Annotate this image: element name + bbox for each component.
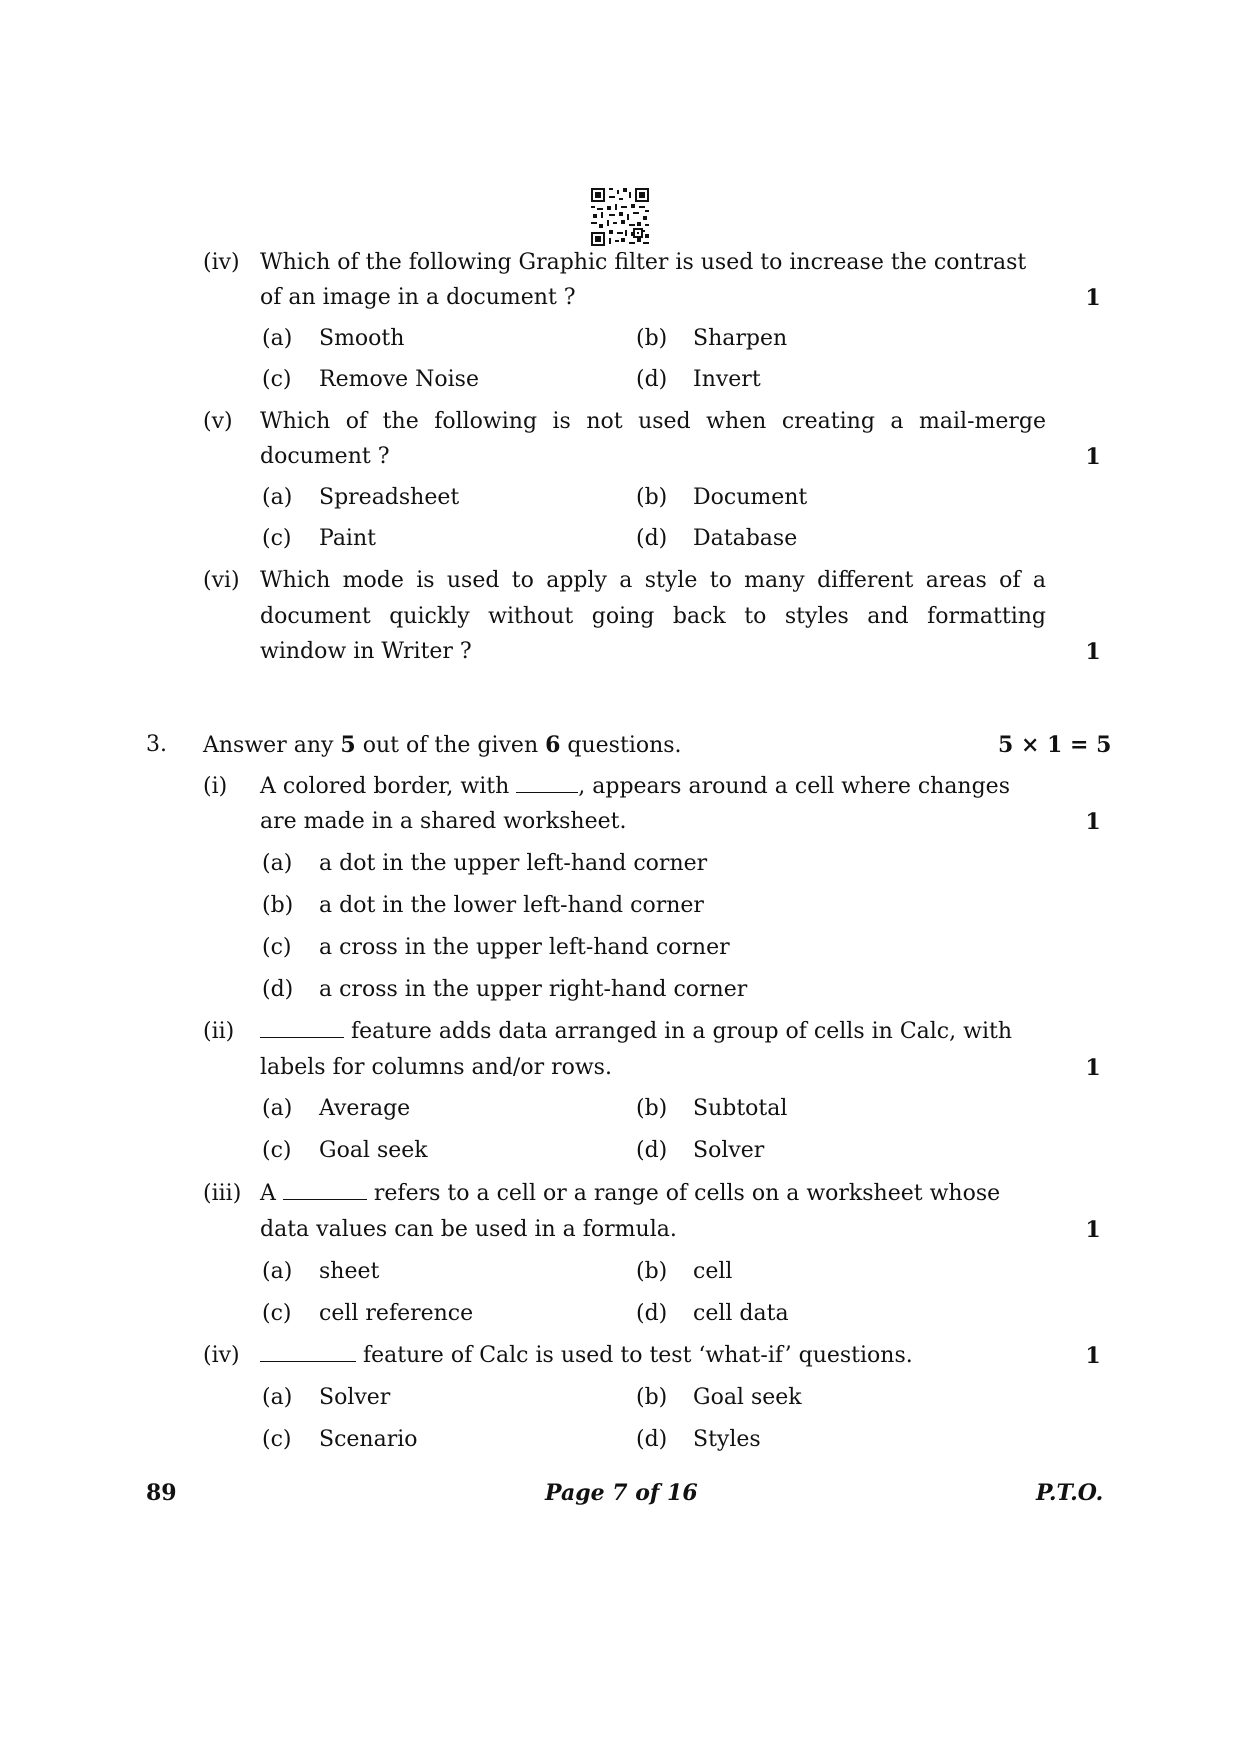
option-text: Solver <box>319 1385 391 1410</box>
option-text: Spreadsheet <box>319 485 460 510</box>
option-text: Sharpen <box>693 326 788 351</box>
qr-code-icon <box>591 188 649 246</box>
question-text: of an image in a document ? <box>260 285 576 310</box>
page-number: Page 7 of 16 <box>545 1480 698 1506</box>
option-label: (c) <box>262 935 292 960</box>
question-text: document ? <box>260 444 390 469</box>
question-text: are made in a shared worksheet. <box>260 809 627 834</box>
option-label: (b) <box>636 326 668 351</box>
option-label: (d) <box>636 1138 668 1163</box>
option-text: Document <box>693 485 808 510</box>
option-text: Subtotal <box>693 1096 788 1121</box>
option-text: Smooth <box>319 326 405 351</box>
option-text: cell reference <box>319 1301 474 1326</box>
option-text: Styles <box>693 1427 761 1452</box>
pto-label: P.T.O. <box>1036 1480 1104 1506</box>
option-text: Scenario <box>319 1427 418 1452</box>
option-text: a dot in the upper left-hand corner <box>319 851 708 876</box>
option-text: Paint <box>319 526 376 551</box>
question-number: 3. <box>146 732 167 757</box>
option-label: (a) <box>262 485 293 510</box>
option-label: (b) <box>262 893 294 918</box>
fill-blank <box>260 1019 344 1038</box>
marks: 1 <box>1085 444 1101 470</box>
question-number: (vi) <box>203 568 240 593</box>
question-text: Which mode is used to apply a style to many different areas of a <box>260 568 1046 593</box>
option-label: (d) <box>262 977 294 1002</box>
option-label: (c) <box>262 1427 292 1452</box>
option-label: (d) <box>636 1301 668 1326</box>
option-label: (a) <box>262 326 293 351</box>
option-text: a cross in the upper right-hand corner <box>319 977 748 1002</box>
marks: 1 <box>1085 639 1101 665</box>
option-text: Remove Noise <box>319 367 479 392</box>
section-marks: 5 × 1 = 5 <box>998 732 1112 758</box>
option-label: (b) <box>636 1259 668 1284</box>
option-text: Average <box>319 1096 411 1121</box>
option-label: (a) <box>262 1259 293 1284</box>
option-text: Invert <box>693 367 761 392</box>
option-text: Goal seek <box>693 1385 802 1410</box>
question-text: labels for columns and/or rows. <box>260 1055 612 1080</box>
option-label: (d) <box>636 1427 668 1452</box>
fill-blank <box>283 1181 367 1200</box>
fill-blank <box>516 774 578 793</box>
marks: 1 <box>1085 809 1101 835</box>
question-text: window in Writer ? <box>260 639 472 664</box>
option-text: cell data <box>693 1301 789 1326</box>
fill-blank <box>260 1343 356 1362</box>
question-text: Which of the following Graphic filter is used to increase the contrast <box>260 250 1027 275</box>
option-text: a dot in the lower left-hand corner <box>319 893 704 918</box>
option-text: Goal seek <box>319 1138 428 1163</box>
option-label: (c) <box>262 1301 292 1326</box>
question-number: (iv) <box>203 1343 240 1368</box>
option-label: (a) <box>262 851 293 876</box>
option-label: (b) <box>636 1385 668 1410</box>
option-label: (a) <box>262 1096 293 1121</box>
option-text: sheet <box>319 1259 380 1284</box>
question-text: A refers to a cell or a range of cells on a worksheet whose <box>260 1181 1001 1206</box>
option-label: (d) <box>636 526 668 551</box>
option-text: Solver <box>693 1138 765 1163</box>
question-number: (i) <box>203 774 228 799</box>
marks: 1 <box>1085 1055 1101 1081</box>
option-text: cell <box>693 1259 733 1284</box>
section-instruction: Answer any 5 out of the given 6 questions. <box>203 732 682 758</box>
paper-code: 89 <box>146 1480 177 1506</box>
question-text: document quickly without going back to styles and formatting <box>260 604 1046 629</box>
question-text: data values can be used in a formula. <box>260 1217 677 1242</box>
option-label: (d) <box>636 367 668 392</box>
question-text: A colored border, with , appears around a cell where changes <box>260 774 1010 799</box>
question-number: (ii) <box>203 1019 235 1044</box>
option-label: (b) <box>636 1096 668 1121</box>
option-label: (c) <box>262 367 292 392</box>
option-text: a cross in the upper left-hand corner <box>319 935 730 960</box>
option-label: (c) <box>262 1138 292 1163</box>
question-number: (iv) <box>203 250 240 275</box>
marks: 1 <box>1085 1217 1101 1243</box>
question-text: Which of the following is not used when creating a mail-merge <box>260 409 1046 434</box>
question-number: (iii) <box>203 1181 242 1206</box>
option-text: Database <box>693 526 798 551</box>
option-label: (b) <box>636 485 668 510</box>
option-label: (c) <box>262 526 292 551</box>
option-label: (a) <box>262 1385 293 1410</box>
question-text: feature of Calc is used to test ‘what-if’ questions. <box>260 1343 913 1369</box>
marks: 1 <box>1085 285 1101 311</box>
question-number: (v) <box>203 409 233 434</box>
marks: 1 <box>1085 1343 1101 1369</box>
question-text: feature adds data arranged in a group of cells in Calc, with <box>260 1019 1012 1045</box>
